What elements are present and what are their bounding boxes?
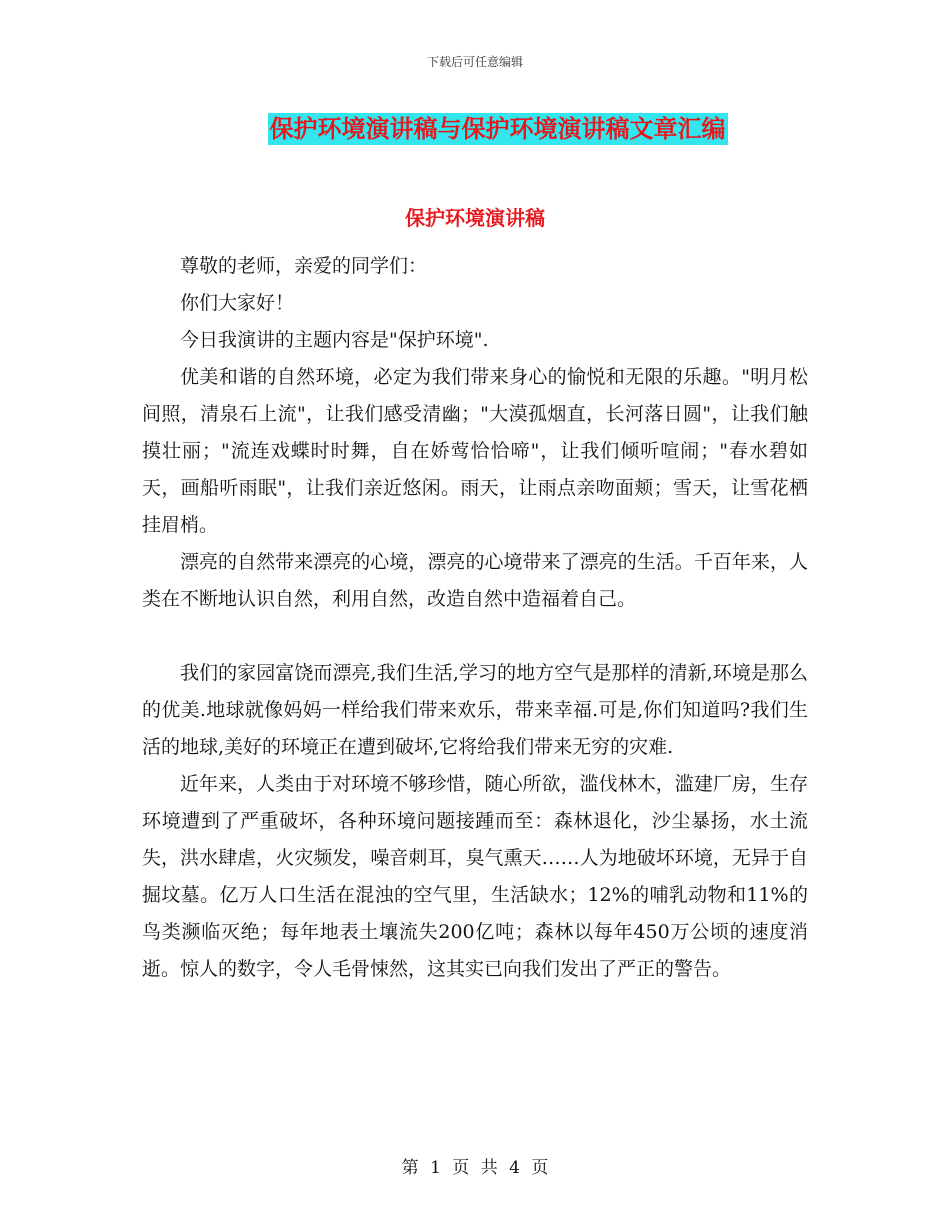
- paragraph-greeting: 尊敬的老师，亲爱的同学们：: [180, 255, 428, 277]
- paragraph-topic: 今日我演讲的主题内容是"保护环境".: [180, 329, 489, 351]
- main-title-container: [0, 113, 950, 145]
- paragraph-nature-beauty: 优美和谐的自然环境，必定为我们带来身心的愉悦和无限的乐趣。"明月松间照，清泉石上流"，让我们感受清幽；"大漠孤烟直，长河落日圆"，让我们触摸壮丽；"流连戏蝶时时舞，自在娇莺恰恰啼"，让我们倾听喧闹；"春水碧如天，画船听雨眠"，让我们亲近悠闲。雨天，让雨点亲吻面颊；雪天，让雪花栖挂眉梢。: [142, 366, 808, 536]
- section-title: 保护环境演讲稿: [405, 206, 545, 230]
- paragraph-hello: 你们大家好！: [180, 292, 295, 314]
- document-title: 保护环境演讲稿与保护环境演讲稿文章汇编: [269, 114, 726, 143]
- paragraph-damage: 近年来，人类由于对环境不够珍惜，随心所欲，滥伐林木，滥建厂房，生存环境遭到了严重破坏，各种环境问题接踵而至：森林退化，沙尘暴扬，水土流失，洪水肆虐，火灾频发，噪音刺耳，臭气熏天……人为地破坏环境，无异于自掘坟墓。亿万人口生活在混浊的空气里，生活缺水；12%的哺乳动物和11%的鸟类濒临灭绝；每年地表土壤流失200亿吨；森林以每年450万公顷的速度消逝。惊人的数字，令人毛骨悚然，这其实已向我们发出了严正的警告。: [142, 773, 808, 980]
- paragraph-home: 我们的家园富饶而漂亮,我们生活,学习的地方空气是那样的清新,环境是那么的优美.地球就像妈妈一样给我们带来欢乐，带来幸福.可是,你们知道吗?我们生活的地球,美好的环境正在遭到破坏,它将给我们带来无穷的灾难.: [142, 662, 808, 758]
- paragraph-nature-mood: 漂亮的自然带来漂亮的心境，漂亮的心境带来了漂亮的生活。千百年来，人类在不断地认识自然，利用自然，改造自然中造福着自己。: [142, 551, 808, 610]
- header-note: 下载后可任意编辑: [426, 55, 523, 69]
- body-text: [142, 248, 808, 988]
- page-footer: 第 1 页 共 4 页: [401, 1158, 549, 1178]
